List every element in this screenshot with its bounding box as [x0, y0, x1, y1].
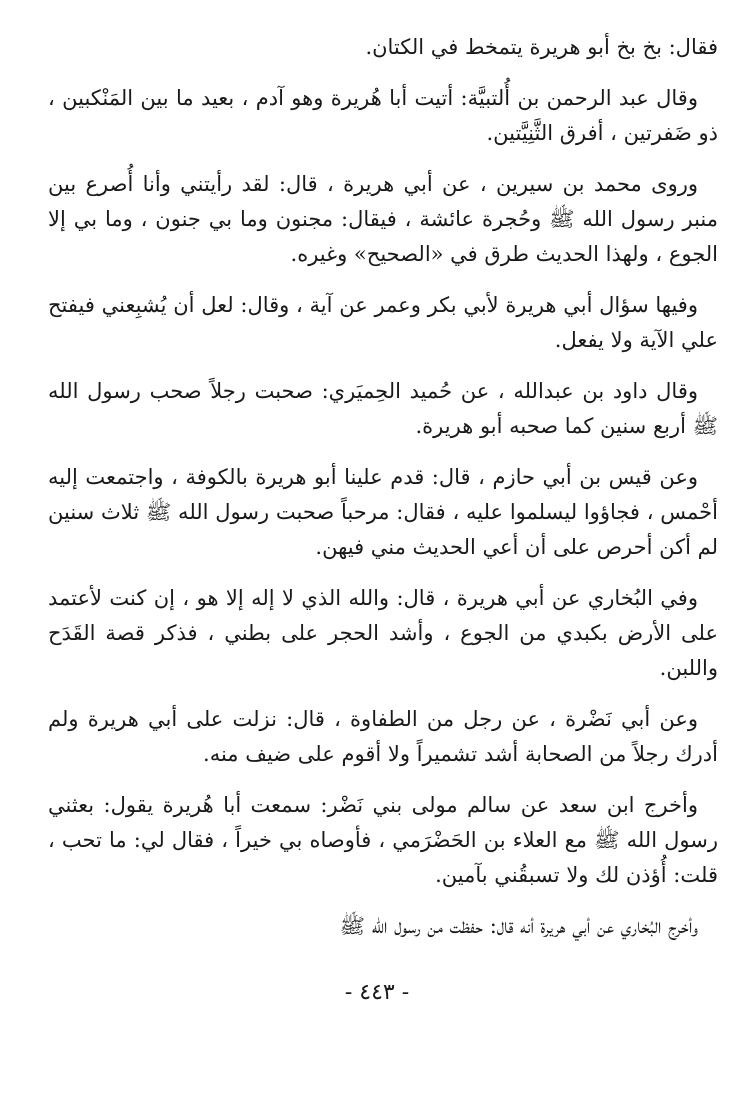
paragraph-4: وفيها سؤال أبي هريرة لأبي بكر وعمر عن آية ، وقال: لعل أن يُشبِعني فيفتح علي الآية ولا يفعل.: [48, 293, 718, 352]
paragraph-5: وقال داود بن عبدالله ، عن حُميد الحِميَري: صحبت رجلاً صحب رسول الله ﷺ أربع سنين كما صحبه أبو هريرة.: [48, 379, 718, 438]
page-body: [48, 30, 718, 960]
paragraph-3: وروى محمد بن سيرين ، عن أبي هريرة ، قال: لقد رأيتني وأنا أُصرع بين منبر رسول الله ﷺ وحُجرة عائشة ، فيقال: مجنون وما بي جنون ، وما بي إلا الجوع ، ولهذا الحديث طرق في «الصحيح» وغيره.: [48, 172, 718, 266]
paragraph-10: وأخرج البُخاري عن أبي هريرة أنه قال: حفظت من رسول الله ﷺ: [339, 914, 698, 938]
paragraph-1: فقال: بخ بخ أبو هريرة يتمخط في الكتان.: [365, 35, 718, 59]
paragraph-7: وفي البُخاري عن أبي هريرة ، قال: والله الذي لا إله إلا هو ، إن كنت لأعتمد على الأرض بكبدي من الجوع ، وأشد الحجر على بطني ، فذكر قصة القَدَح واللبن.: [48, 586, 718, 680]
paragraph-8: وعن أبي نَضْرة ، عن رجل من الطفاوة ، قال: نزلت على أبي هريرة ولم أدرك رجلاً من الصحابة أشد تشميراً ولا أقوم على ضيف منه.: [48, 707, 718, 766]
paragraph-9: وأخرج ابن سعد عن سالم مولى بني نَضْر: سمعت أبا هُريرة يقول: بعثني رسول الله ﷺ مع العلاء بن الحَضْرَمي ، فأوصاه بي خيراً ، فقال لي: ما تحب ، قلت: أُؤذن لك ولا تسبقُني بآمين.: [48, 793, 718, 887]
paragraph-6: وعن قيس بن أبي حازم ، قال: قدم علينا أبو هريرة بالكوفة ، واجتمعت إليه أحْمس ، فجاؤوا ليسلموا عليه ، فقال: مرحباً صحبت رسول الله ﷺ ثلاث سنين لم أكن أحرص على أن أعي الحديث مني فيهن.: [48, 465, 718, 559]
paragraph-2: وقال عبد الرحمن بن أُلتبيَّة: أتيت أبا هُريرة وهو آدم ، بعيد ما بين المَنْكبين ، ذو ضَفرتين ، أفرق الثَّنِيَّتين.: [48, 86, 718, 145]
page-number: - ٤٤٣ -: [344, 980, 410, 1005]
